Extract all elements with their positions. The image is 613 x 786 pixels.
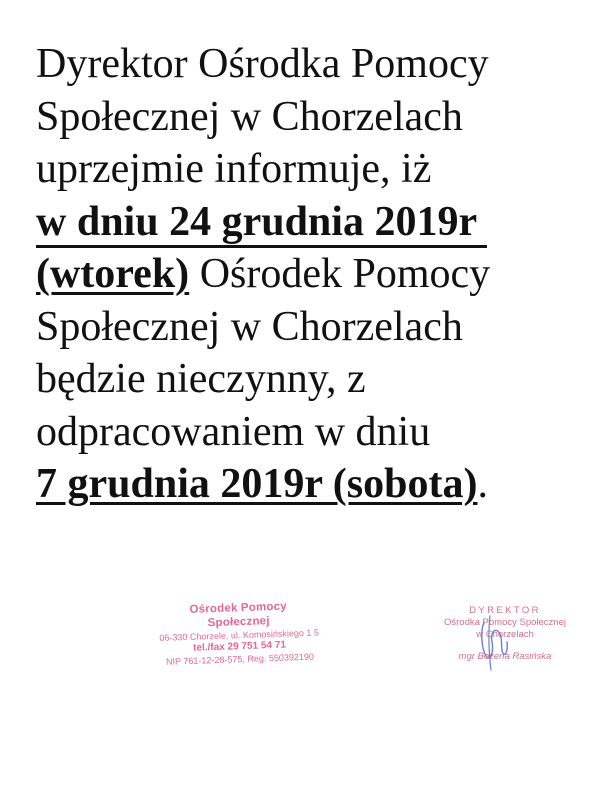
director-stamp-name: mgr Bożena Rasińska [458, 651, 552, 662]
institution-stamp-name: Ośrodek Pomocy Społecznej [189, 600, 288, 630]
final-period: . [477, 461, 488, 507]
institution-stamp-phone: tel./fax 29 751 54 71 [192, 639, 287, 654]
notice-line-8: odpracowaniem w dniu [36, 408, 431, 455]
notice-line-7: będzie nieczynny, z [36, 356, 366, 402]
notice-line-1: Dyrektor Ośrodka Pomocy [36, 41, 489, 87]
director-stamp-line-2: w Chorzelach [476, 629, 534, 640]
notice-line-5 [36, 248, 606, 301]
notice-line-9 [36, 458, 606, 511]
notice-text [36, 38, 606, 511]
closed-weekday: (wtorek) [36, 251, 190, 297]
notice-line-4 [36, 196, 606, 249]
workday-date: 7 grudnia 2019r (sobota) [36, 461, 478, 507]
notice-line-5-rest: Ośrodek Pomocy [189, 251, 491, 297]
notice-line-3: uprzejmie informuje, iż [36, 146, 432, 192]
institution-stamp-address: 06-330 Chorzele, ul. Komosińskiego 1 5 [159, 627, 320, 643]
director-stamp-title: DYREKTOR [469, 605, 541, 616]
closed-date: w dniu 24 grudnia 2019r [36, 200, 487, 248]
director-stamp-line-1: Ośrodka Pomocy Społecznej [444, 617, 566, 628]
notice-line-6: Społecznej w Chorzelach [36, 303, 463, 350]
institution-stamp-registry: NIP 761-12-28-575, Reg. 550392190 [165, 651, 315, 667]
institution-stamp [158, 598, 320, 668]
handwritten-signature [470, 612, 520, 672]
notice-line-2: Społecznej w Chorzelach [36, 93, 463, 140]
